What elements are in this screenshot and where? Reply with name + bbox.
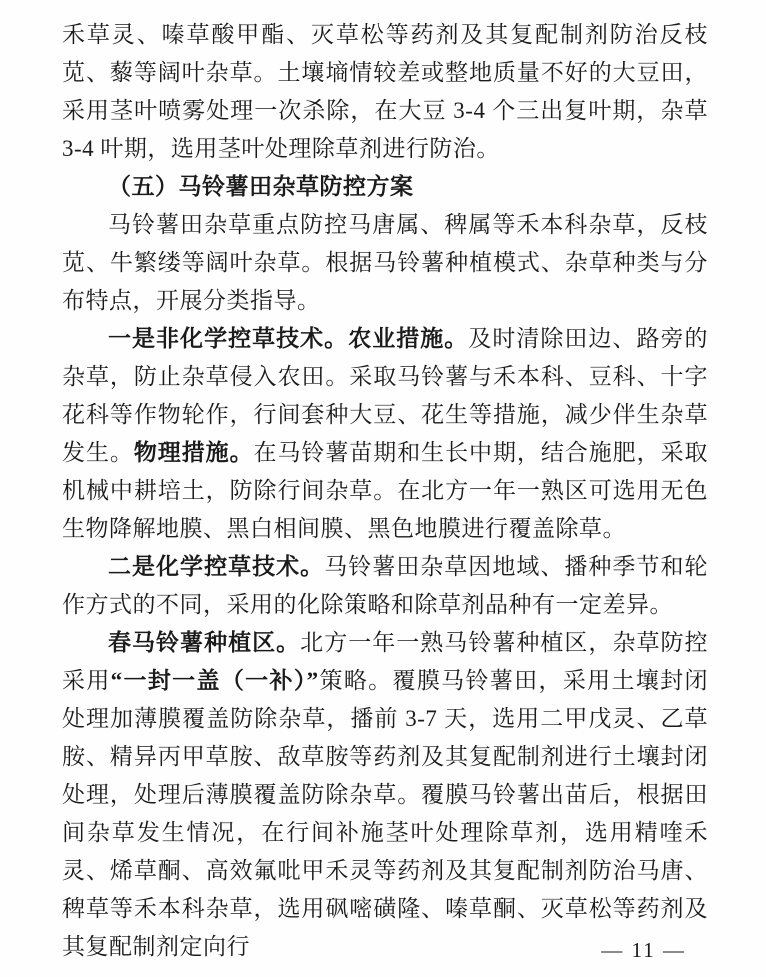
- text-run: 北方一年一熟马铃薯种植区，杂草防控采用: [62, 630, 709, 693]
- text-run: 马铃薯田杂草因地域、播种季节和轮作方式的不同，采用的化除策略和除草剂品种有一定差异。: [62, 554, 709, 617]
- text-run-bold-lead: 二是化学控草技术。: [108, 554, 325, 579]
- page-number: — 11 —: [601, 938, 686, 962]
- document-body: [62, 16, 708, 966]
- paragraph-nonchemical-control: [62, 320, 708, 548]
- paragraph-spring-potato-zone: [62, 624, 708, 966]
- paragraph-chemical-control: [62, 548, 708, 624]
- paragraph-potato-overview: [62, 206, 708, 320]
- paragraph-soybean-continued: [62, 16, 708, 168]
- heading-text: （五）马铃薯田杂草防控方案: [108, 174, 414, 199]
- text-run: 马铃薯田杂草重点防控马唐属、稗属等禾本科杂草，反枝苋、牛繁缕等阔叶杂草。根据马铃薯种植模式、杂草种类与分布特点，开展分类指导。: [62, 212, 708, 313]
- text-run: 在马铃薯苗期和生长中期，结合施肥，采取机械中耕培土，防除行间杂草。在北方一年一熟区可选用无色生物降解地膜、黑白相间膜、黑色地膜进行覆盖除草。: [62, 440, 709, 541]
- section-heading-5: [62, 168, 708, 206]
- text-run: 策略。覆膜马铃薯田，采用土壤封闭处理加薄膜覆盖防除杂草，播前 3-7 天，选用二甲戊灵、乙草胺、精异丙甲草胺、敌草胺等药剂及其复配制剂进行土壤封闭处理，处理后薄膜覆盖防除杂草。覆膜马铃薯出苗后，根据田间杂草发生情况，在行间补施茎叶处理除草剂，选用精喹禾灵、烯草酮、高效氟吡甲禾灵等药剂及其复配制剂防治马唐、稗草等禾本科杂草，选用砜嘧磺隆、嗪草酮、灭草松等药剂及其复配制剂定向行: [62, 668, 709, 959]
- text-run: 及时清除田边、路旁的杂草，防止杂草侵入农田。采取马铃薯与禾本科、豆科、十字花科等作物轮作，行间套种大豆、花生等措施，减少伴生杂草发生。: [62, 326, 709, 465]
- text-run-bold-strategy: “一封一盖（一补）”: [110, 668, 319, 693]
- text-run-bold-lead: 一是非化学控草技术。农业措施。: [108, 326, 469, 351]
- text-run-bold-lead: 春马铃薯种植区。: [108, 630, 301, 655]
- text-run: 禾草灵、嗪草酸甲酯、灭草松等药剂及其复配制剂防治反枝苋、藜等阔叶杂草。土壤墒情较差或整地质量不好的大豆田，采用茎叶喷雾处理一次杀除，在大豆 3-4 个三出复叶期，杂草 3-4 叶期，选用茎叶处理除草剂进行防治。: [62, 22, 708, 161]
- text-run-bold-physical: 物理措施。: [133, 440, 254, 465]
